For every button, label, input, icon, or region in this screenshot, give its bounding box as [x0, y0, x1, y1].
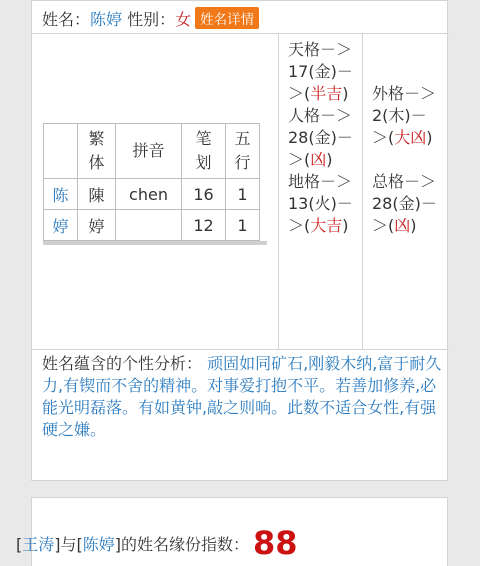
personality-analysis — [42, 353, 442, 441]
pinyin: chen — [116, 179, 182, 210]
table-header-strokes — [182, 124, 226, 179]
ge-column-right — [372, 83, 442, 237]
table-header-label: 繁 体 — [88, 129, 105, 172]
divider — [278, 34, 279, 349]
table-header-label: 五 行 — [234, 129, 251, 172]
table-header-traditional — [78, 124, 116, 179]
ge-close: ) — [326, 150, 333, 169]
table-header-label: 笔 划 — [195, 129, 212, 172]
ge-label: 地格－＞13(火)－＞( — [288, 172, 353, 235]
analysis-text: 顽固如同矿石,刚毅木纳,富于耐久力,有锲而不舍的精神。对事爱打抱不平。若善加修养,必能光明磊落。有如黄钟,敲之则响。此数不适合女性,有强硬之嫌。 — [42, 354, 442, 439]
table-row — [44, 179, 260, 210]
tian-ge — [288, 39, 363, 105]
ge-label: 天格－＞17(金)－＞( — [288, 40, 353, 103]
name-analysis-card — [31, 0, 448, 481]
traditional-char: 婷 — [78, 210, 116, 241]
char-link[interactable]: 婷 — [44, 210, 78, 241]
ge-close: ) — [426, 128, 433, 147]
name-detail-button[interactable]: 姓名详情 — [195, 7, 259, 29]
gender-label: 性别： — [122, 10, 176, 29]
ge-label: 人格－＞28(金)－＞( — [288, 106, 353, 169]
five-element: 1 — [226, 210, 260, 241]
pinyin — [116, 210, 182, 241]
match-name-link[interactable]: 陈婷 — [82, 535, 115, 554]
ren-ge — [288, 105, 363, 171]
table-shadow — [43, 241, 267, 245]
ge-column-left — [288, 39, 363, 237]
divider — [32, 349, 449, 350]
name-char-table — [43, 123, 260, 241]
stroke-count: 16 — [182, 179, 226, 210]
zong-ge — [372, 171, 442, 237]
match-score: 88 — [253, 524, 298, 562]
ge-close: ) — [342, 84, 349, 103]
traditional-char: 陳 — [78, 179, 116, 210]
ge-luck: 凶 — [394, 216, 411, 235]
ge-luck: 大凶 — [394, 128, 427, 147]
ge-close: ) — [342, 216, 349, 235]
table-header-row — [44, 124, 260, 179]
wai-ge — [372, 83, 442, 149]
table-header-pinyin: 拼音 — [116, 124, 182, 179]
ge-luck: 凶 — [310, 150, 327, 169]
gender-value: 女 — [175, 10, 192, 29]
di-ge — [288, 171, 363, 237]
table-header-element — [226, 124, 260, 179]
name-label: 姓名： — [42, 10, 91, 29]
table-row — [44, 210, 260, 241]
table-header-cell — [44, 124, 78, 179]
ge-label: 外格－＞2(木)－＞( — [372, 84, 437, 147]
ge-luck: 半吉 — [310, 84, 343, 103]
name-header — [32, 1, 449, 34]
ge-label: 总格－＞28(金)－＞( — [372, 172, 437, 235]
match-label: ]的姓名缘份指数： — [114, 535, 250, 554]
match-index — [16, 524, 298, 562]
name-value: 陈婷 — [90, 10, 123, 29]
char-link[interactable]: 陈 — [44, 179, 78, 210]
stroke-count: 12 — [182, 210, 226, 241]
analysis-label: 姓名蕴含的个性分析： — [42, 354, 203, 373]
ge-luck: 大吉 — [310, 216, 343, 235]
five-element: 1 — [226, 179, 260, 210]
bracket: [ — [16, 535, 23, 554]
connector-text: ]与[ — [54, 535, 83, 554]
ge-close: ) — [410, 216, 417, 235]
match-name-link[interactable]: 王涛 — [22, 535, 55, 554]
